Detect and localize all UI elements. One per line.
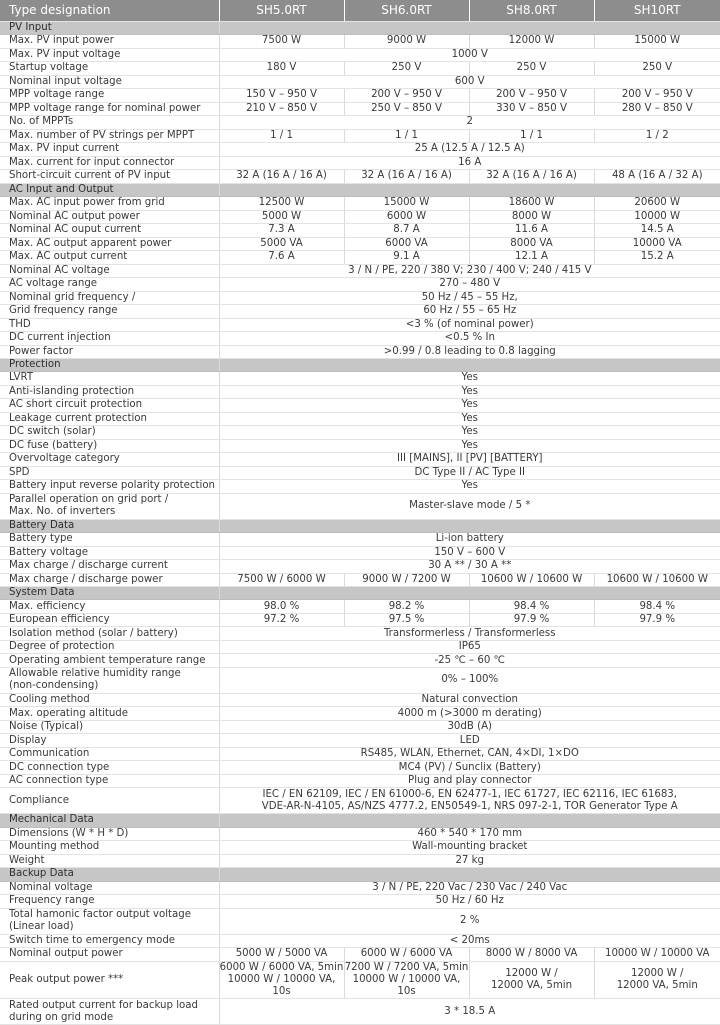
section-title: Backup Data bbox=[0, 868, 219, 881]
row-value-shared: 150 V – 600 V bbox=[219, 546, 720, 560]
row-value-shared: 0% – 100% bbox=[219, 667, 720, 693]
row-value: 200 V – 950 V bbox=[594, 89, 720, 103]
row-value: 8000 VA bbox=[469, 237, 594, 251]
row-label: Nominal voltage bbox=[0, 881, 219, 895]
row-value: 15000 W bbox=[344, 197, 469, 211]
row-label: Mounting method bbox=[0, 841, 219, 855]
table-row bbox=[0, 854, 720, 868]
table-row bbox=[0, 318, 720, 332]
section-fill bbox=[219, 183, 720, 196]
table-row bbox=[0, 143, 720, 157]
table-row bbox=[0, 224, 720, 238]
row-label: Weight bbox=[0, 854, 219, 868]
section-title: Protection bbox=[0, 359, 219, 372]
table-row bbox=[0, 881, 720, 895]
row-value: 10000 W bbox=[594, 210, 720, 224]
row-value-line: 12000 W / bbox=[470, 968, 594, 980]
row-value: 18600 W bbox=[469, 197, 594, 211]
table-row bbox=[0, 453, 720, 467]
row-value: 32 A (16 A / 16 A) bbox=[219, 170, 344, 184]
row-label: Communication bbox=[0, 747, 219, 761]
table-row bbox=[0, 999, 720, 1025]
row-value-shared: DC Type II / AC Type II bbox=[219, 466, 720, 480]
row-value-shared: Yes bbox=[219, 480, 720, 494]
row-label: Nominal output power bbox=[0, 948, 219, 962]
row-value: 14.5 A bbox=[594, 224, 720, 238]
row-label: Nominal AC output power bbox=[0, 210, 219, 224]
section-header bbox=[0, 22, 720, 35]
row-label: Max. number of PV strings per MPPT bbox=[0, 129, 219, 143]
table-row bbox=[0, 600, 720, 614]
row-label: SPD bbox=[0, 466, 219, 480]
row-value: 7500 W bbox=[219, 35, 344, 49]
row-value-shared: >0.99 / 0.8 leading to 0.8 lagging bbox=[219, 345, 720, 359]
row-value-shared: 60 Hz / 55 – 65 Hz bbox=[219, 305, 720, 319]
row-label: Max. AC output apparent power bbox=[0, 237, 219, 251]
row-label: Max. PV input power bbox=[0, 35, 219, 49]
row-label: DC connection type bbox=[0, 761, 219, 775]
row-value: 180 V bbox=[219, 62, 344, 76]
row-value-shared-line: IEC / EN 62109, IEC / EN 61000-6, EN 62477-1, IEC 61727, IEC 62116, IEC 61683, bbox=[220, 789, 720, 801]
row-value-line: 10000 W / 10000 VA, 10s bbox=[345, 974, 469, 999]
table-row bbox=[0, 948, 720, 962]
row-value-shared: Li-ion battery bbox=[219, 533, 720, 547]
table-row bbox=[0, 439, 720, 453]
row-label: AC voltage range bbox=[0, 278, 219, 292]
row-label: Power factor bbox=[0, 345, 219, 359]
row-value: 12.1 A bbox=[469, 251, 594, 265]
row-label: Dimensions (W * H * D) bbox=[0, 827, 219, 841]
row-value-shared: <3 % (of nominal power) bbox=[219, 318, 720, 332]
row-value: 12000 W bbox=[469, 35, 594, 49]
row-label bbox=[0, 493, 219, 519]
section-title: Battery Data bbox=[0, 519, 219, 532]
table-row bbox=[0, 102, 720, 116]
row-label: Nominal grid frequency / bbox=[0, 291, 219, 305]
row-label: DC fuse (battery) bbox=[0, 439, 219, 453]
table-row bbox=[0, 278, 720, 292]
row-value-line: 6000 W / 6000 VA, 5min bbox=[220, 962, 344, 974]
row-value: 48 A (16 A / 32 A) bbox=[594, 170, 720, 184]
row-value: 7.6 A bbox=[219, 251, 344, 265]
row-value-shared: Transformerless / Transformerless bbox=[219, 627, 720, 641]
table-row bbox=[0, 613, 720, 627]
table-row bbox=[0, 35, 720, 49]
row-value: 210 V – 850 V bbox=[219, 102, 344, 116]
row-value: 200 V – 950 V bbox=[469, 89, 594, 103]
row-label: Switch time to emergency mode bbox=[0, 934, 219, 948]
table-row bbox=[0, 62, 720, 76]
row-value-shared-line: VDE-AR-N-4105, AS/NZS 4777.2, EN50549-1, NRS 097-2-1, TOR Generator Type A bbox=[220, 801, 720, 813]
row-value-shared: 3 / N / PE, 220 / 380 V; 230 / 400 V; 240 / 415 V bbox=[219, 264, 720, 278]
row-label: Isolation method (solar / battery) bbox=[0, 627, 219, 641]
table-row bbox=[0, 573, 720, 587]
row-label: Operating ambient temperature range bbox=[0, 654, 219, 668]
table-row bbox=[0, 170, 720, 184]
row-value-shared: Yes bbox=[219, 439, 720, 453]
row-value-shared: 16 A bbox=[219, 156, 720, 170]
row-label-line: (non-condensing) bbox=[9, 680, 219, 692]
row-label: MPP voltage range bbox=[0, 89, 219, 103]
table-row bbox=[0, 895, 720, 909]
table-row bbox=[0, 788, 720, 814]
row-value: 1 / 2 bbox=[594, 129, 720, 143]
row-value-shared: 25 A (12.5 A / 12.5 A) bbox=[219, 143, 720, 157]
table-row bbox=[0, 291, 720, 305]
table-header-row bbox=[0, 0, 720, 22]
row-value: 7500 W / 6000 W bbox=[219, 573, 344, 587]
row-label-line: Parallel operation on grid port / bbox=[9, 494, 219, 506]
row-label: Max. operating altitude bbox=[0, 707, 219, 721]
row-value: 32 A (16 A / 16 A) bbox=[344, 170, 469, 184]
table-row bbox=[0, 412, 720, 426]
row-value-line: 12000 W / bbox=[595, 968, 720, 980]
row-label: Compliance bbox=[0, 788, 219, 814]
section-header bbox=[0, 814, 720, 827]
row-value: 98.2 % bbox=[344, 600, 469, 614]
table-row bbox=[0, 48, 720, 62]
row-value-shared: 4000 m (>3000 m derating) bbox=[219, 707, 720, 721]
row-label: Degree of protection bbox=[0, 640, 219, 654]
row-value-shared: LED bbox=[219, 734, 720, 748]
row-label-line: during on grid mode bbox=[9, 1012, 219, 1024]
row-value: 10600 W / 10600 W bbox=[469, 573, 594, 587]
table-row bbox=[0, 841, 720, 855]
row-value: 98.4 % bbox=[594, 600, 720, 614]
row-value-shared: 2 % bbox=[219, 908, 720, 934]
row-value-shared: -25 ℃ – 60 ℃ bbox=[219, 654, 720, 668]
row-label: Max. AC input power from grid bbox=[0, 197, 219, 211]
table-row bbox=[0, 251, 720, 265]
row-value: 5000 W bbox=[219, 210, 344, 224]
row-value: 5000 VA bbox=[219, 237, 344, 251]
row-value: 10000 VA bbox=[594, 237, 720, 251]
row-label-line: (Linear load) bbox=[9, 921, 219, 933]
row-value bbox=[344, 961, 469, 999]
section-fill bbox=[219, 359, 720, 372]
table-row bbox=[0, 385, 720, 399]
row-value-shared: Yes bbox=[219, 399, 720, 413]
row-label: Leakage current protection bbox=[0, 412, 219, 426]
row-value: 97.5 % bbox=[344, 613, 469, 627]
header-model: SH8.0RT bbox=[469, 0, 594, 22]
table-row bbox=[0, 372, 720, 386]
row-value-shared: 3 * 18.5 A bbox=[219, 999, 720, 1025]
table-row bbox=[0, 908, 720, 934]
table-row bbox=[0, 493, 720, 519]
row-label: No. of MPPTs bbox=[0, 116, 219, 130]
table-row bbox=[0, 774, 720, 788]
row-value-shared: 600 V bbox=[219, 75, 720, 89]
row-label: Nominal AC voltage bbox=[0, 264, 219, 278]
table-row bbox=[0, 533, 720, 547]
row-value-line: 7200 W / 7200 VA, 5min bbox=[345, 962, 469, 974]
row-value: 6000 W / 6000 VA bbox=[344, 948, 469, 962]
row-value: 250 V – 850 V bbox=[344, 102, 469, 116]
row-value-shared: Wall-mounting bracket bbox=[219, 841, 720, 855]
row-value: 10000 W / 10000 VA bbox=[594, 948, 720, 962]
table-row bbox=[0, 332, 720, 346]
table-row bbox=[0, 827, 720, 841]
row-label: Battery type bbox=[0, 533, 219, 547]
header-model: SH6.0RT bbox=[344, 0, 469, 22]
table-row bbox=[0, 237, 720, 251]
row-value: 10600 W / 10600 W bbox=[594, 573, 720, 587]
row-value-shared: RS485, WLAN, Ethernet, CAN, 4×DI, 1×DO bbox=[219, 747, 720, 761]
row-value: 97.9 % bbox=[594, 613, 720, 627]
row-label: Max. efficiency bbox=[0, 600, 219, 614]
table-row bbox=[0, 75, 720, 89]
row-label: Nominal input voltage bbox=[0, 75, 219, 89]
row-label: DC current injection bbox=[0, 332, 219, 346]
table-row bbox=[0, 466, 720, 480]
row-value bbox=[469, 961, 594, 999]
row-label: Battery input reverse polarity protection bbox=[0, 480, 219, 494]
row-value: 330 V – 850 V bbox=[469, 102, 594, 116]
row-value-shared: 2 bbox=[219, 116, 720, 130]
row-label: THD bbox=[0, 318, 219, 332]
row-value-shared: III [MAINS], II [PV] [BATTERY] bbox=[219, 453, 720, 467]
row-label: Short-circuit current of PV input bbox=[0, 170, 219, 184]
header-type-designation: Type designation bbox=[0, 0, 219, 22]
table-row bbox=[0, 345, 720, 359]
section-title: Mechanical Data bbox=[0, 814, 219, 827]
row-label: Grid frequency range bbox=[0, 305, 219, 319]
header-model: SH5.0RT bbox=[219, 0, 344, 22]
header-model: SH10RT bbox=[594, 0, 720, 22]
row-value-shared: < 20ms bbox=[219, 934, 720, 948]
row-label: Frequency range bbox=[0, 895, 219, 909]
table-row bbox=[0, 761, 720, 775]
row-label: MPP voltage range for nominal power bbox=[0, 102, 219, 116]
row-label: Max. current for input connector bbox=[0, 156, 219, 170]
table-row bbox=[0, 654, 720, 668]
row-label: Max. PV input voltage bbox=[0, 48, 219, 62]
row-value: 1 / 1 bbox=[469, 129, 594, 143]
row-label: Nominal AC ouput current bbox=[0, 224, 219, 238]
row-value-shared bbox=[219, 788, 720, 814]
section-header bbox=[0, 587, 720, 600]
row-label bbox=[0, 999, 219, 1025]
row-value: 8.7 A bbox=[344, 224, 469, 238]
row-value: 1 / 1 bbox=[219, 129, 344, 143]
row-value: 5000 W / 5000 VA bbox=[219, 948, 344, 962]
row-value: 98.0 % bbox=[219, 600, 344, 614]
row-label: AC connection type bbox=[0, 774, 219, 788]
row-value-shared: Master-slave mode / 5 * bbox=[219, 493, 720, 519]
row-value-shared: 270 – 480 V bbox=[219, 278, 720, 292]
row-value: 6000 W bbox=[344, 210, 469, 224]
row-label-line: Total hamonic factor output voltage bbox=[9, 909, 219, 921]
row-value-shared: <0.5 % In bbox=[219, 332, 720, 346]
row-value-shared: 3 / N / PE, 220 Vac / 230 Vac / 240 Vac bbox=[219, 881, 720, 895]
row-label: European efficiency bbox=[0, 613, 219, 627]
row-label: Display bbox=[0, 734, 219, 748]
section-header bbox=[0, 359, 720, 372]
row-label: Peak output power *** bbox=[0, 961, 219, 999]
table-row bbox=[0, 89, 720, 103]
table-row bbox=[0, 560, 720, 574]
table-row bbox=[0, 156, 720, 170]
table-row bbox=[0, 707, 720, 721]
row-label: Anti-islanding protection bbox=[0, 385, 219, 399]
row-value: 98.4 % bbox=[469, 600, 594, 614]
row-label: DC switch (solar) bbox=[0, 426, 219, 440]
row-value: 9.1 A bbox=[344, 251, 469, 265]
table-row bbox=[0, 129, 720, 143]
table-row bbox=[0, 480, 720, 494]
section-fill bbox=[219, 22, 720, 35]
table-row bbox=[0, 667, 720, 693]
table-row bbox=[0, 720, 720, 734]
row-label: Overvoltage category bbox=[0, 453, 219, 467]
row-value-shared: 30dB (A) bbox=[219, 720, 720, 734]
row-label: Max. PV input current bbox=[0, 143, 219, 157]
table-row bbox=[0, 116, 720, 130]
table-row bbox=[0, 426, 720, 440]
table-row bbox=[0, 747, 720, 761]
row-label: Max charge / discharge power bbox=[0, 573, 219, 587]
row-value: 20600 W bbox=[594, 197, 720, 211]
row-value: 9000 W bbox=[344, 35, 469, 49]
row-value-shared: Yes bbox=[219, 385, 720, 399]
row-label: Noise (Typical) bbox=[0, 720, 219, 734]
row-value bbox=[219, 961, 344, 999]
row-value-line: 12000 VA, 5min bbox=[595, 980, 720, 992]
row-value: 15.2 A bbox=[594, 251, 720, 265]
row-value: 12500 W bbox=[219, 197, 344, 211]
row-label: Max charge / discharge current bbox=[0, 560, 219, 574]
section-fill bbox=[219, 587, 720, 600]
row-label: AC short circuit protection bbox=[0, 399, 219, 413]
row-label: Cooling method bbox=[0, 693, 219, 707]
section-title: AC Input and Output bbox=[0, 183, 219, 196]
row-value-shared: 460 * 540 * 170 mm bbox=[219, 827, 720, 841]
row-label: Max. AC output current bbox=[0, 251, 219, 265]
row-value: 1 / 1 bbox=[344, 129, 469, 143]
row-value: 7.3 A bbox=[219, 224, 344, 238]
row-label: LVRT bbox=[0, 372, 219, 386]
row-value: 250 V bbox=[594, 62, 720, 76]
row-value-shared: Yes bbox=[219, 426, 720, 440]
row-value-shared: Yes bbox=[219, 372, 720, 386]
row-label-line: Rated output current for backup load bbox=[9, 1000, 219, 1012]
row-value: 200 V – 950 V bbox=[344, 89, 469, 103]
row-value: 250 V bbox=[344, 62, 469, 76]
row-value-shared: 1000 V bbox=[219, 48, 720, 62]
table-row bbox=[0, 197, 720, 211]
row-value-shared: Plug and play connector bbox=[219, 774, 720, 788]
row-label bbox=[0, 908, 219, 934]
table-row bbox=[0, 640, 720, 654]
row-value-shared: MC4 (PV) / Sunclix (Battery) bbox=[219, 761, 720, 775]
table-row bbox=[0, 627, 720, 641]
row-value: 250 V bbox=[469, 62, 594, 76]
row-value-shared: Natural convection bbox=[219, 693, 720, 707]
table-row bbox=[0, 305, 720, 319]
row-value-shared: 30 A ** / 30 A ** bbox=[219, 560, 720, 574]
row-value-shared: IP65 bbox=[219, 640, 720, 654]
row-value-shared: 27 kg bbox=[219, 854, 720, 868]
row-value-shared: Yes bbox=[219, 412, 720, 426]
section-header bbox=[0, 519, 720, 532]
row-value: 11.6 A bbox=[469, 224, 594, 238]
section-fill bbox=[219, 519, 720, 532]
row-value: 97.2 % bbox=[219, 613, 344, 627]
table-row bbox=[0, 734, 720, 748]
row-value: 15000 W bbox=[594, 35, 720, 49]
section-header bbox=[0, 183, 720, 196]
row-value bbox=[594, 961, 720, 999]
table-row bbox=[0, 693, 720, 707]
section-header bbox=[0, 868, 720, 881]
row-label: Battery voltage bbox=[0, 546, 219, 560]
row-value-shared: 50 Hz / 60 Hz bbox=[219, 895, 720, 909]
row-value-line: 12000 VA, 5min bbox=[470, 980, 594, 992]
row-label: Startup voltage bbox=[0, 62, 219, 76]
row-value: 32 A (16 A / 16 A) bbox=[469, 170, 594, 184]
row-label-line: Allowable relative humidity range bbox=[9, 668, 219, 680]
row-value-shared: 50 Hz / 45 – 55 Hz, bbox=[219, 291, 720, 305]
section-fill bbox=[219, 814, 720, 827]
row-value: 97.9 % bbox=[469, 613, 594, 627]
row-value: 8000 W / 8000 VA bbox=[469, 948, 594, 962]
row-label bbox=[0, 667, 219, 693]
section-title: System Data bbox=[0, 587, 219, 600]
table-row bbox=[0, 546, 720, 560]
table-row bbox=[0, 934, 720, 948]
row-value: 9000 W / 7200 W bbox=[344, 573, 469, 587]
row-value: 280 V – 850 V bbox=[594, 102, 720, 116]
row-value: 150 V – 950 V bbox=[219, 89, 344, 103]
table-row bbox=[0, 264, 720, 278]
table-body bbox=[0, 22, 720, 1025]
table-row bbox=[0, 399, 720, 413]
row-value: 6000 VA bbox=[344, 237, 469, 251]
table-row bbox=[0, 210, 720, 224]
table-row bbox=[0, 961, 720, 999]
section-fill bbox=[219, 868, 720, 881]
row-value-line: 10000 W / 10000 VA, 10s bbox=[220, 974, 344, 999]
row-label-line: Max. No. of inverters bbox=[9, 506, 219, 518]
row-value: 8000 W bbox=[469, 210, 594, 224]
section-title: PV Input bbox=[0, 22, 219, 35]
